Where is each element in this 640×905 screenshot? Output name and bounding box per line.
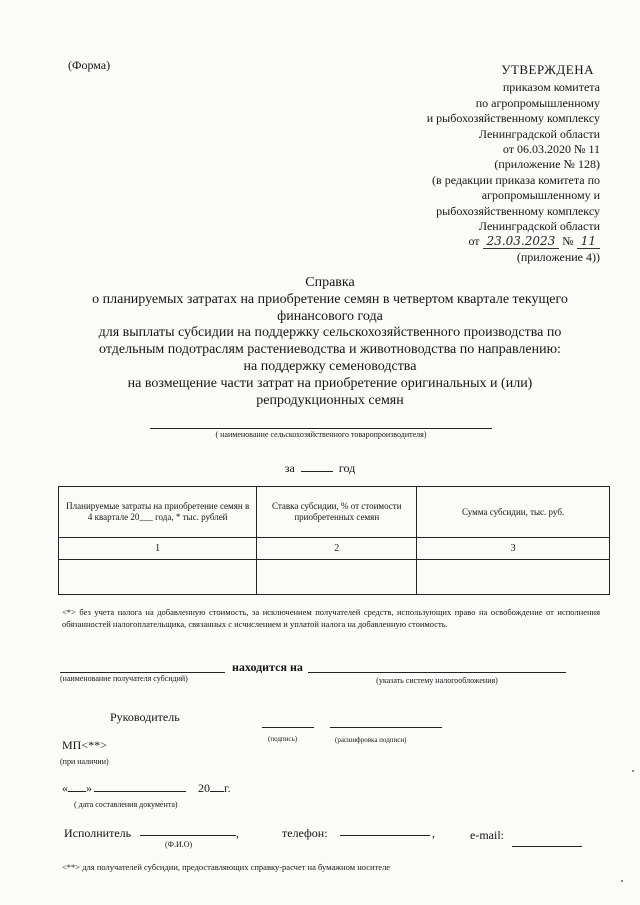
year-suffix: г. [224,781,231,795]
approval-line: Ленинградской области [478,219,600,234]
email-line [512,846,582,847]
date-row [62,781,231,796]
recipient-caption: (наименование получателя субсидий) [60,674,188,683]
approval-line: агропромышленному и [481,188,600,203]
producer-name-line [150,428,492,429]
approval-line: и рыбохозяйственному комплексу [426,111,600,126]
phone-label: телефон: [282,826,328,840]
executor-label: Исполнитель [64,826,132,840]
approval-line: (в редакции приказа комитета по [432,172,600,187]
table-number-row [59,538,610,560]
title-line: на поддержку семеноводства [243,358,417,374]
signature-caption: (подпись) [268,735,298,743]
table-cell [417,560,610,595]
tax-system-caption: (указать систему налогообложения) [376,676,498,685]
year-blank [301,461,333,472]
signature-line [262,727,314,728]
approval-line: приказом комитета [502,80,600,95]
scan-speck [632,770,634,772]
form-label: (Форма) [68,58,111,72]
table-row [59,560,610,595]
title-line: о планируемых затратах на приобретение семян в четвертом квартале текущего [92,291,568,307]
signature-decoding-caption: (расшифровка подписи) [335,736,407,744]
title-line: для выплаты субсидии на поддержку сельскохозяйственного производства по [98,325,562,341]
column-number: 2 [257,538,417,560]
stamp-place-label: МП<**> [62,738,107,752]
year-prefix: 20 [198,781,210,795]
footnote-vat: <*> без учета налога на добавленную стоимость, за исключением получателей средств, использующих право на освобождение от исполнения обязанностей налогоплательщика, связанных с исчислением и уплатой налога на добавленную стоимость. [62,607,600,629]
stamp-note: (при наличии) [60,757,109,766]
date-close-quote: » [86,781,92,795]
approval-line: от 06.03.2020 № 11 [502,142,600,157]
approval-line: (приложение № 128) [494,157,600,172]
scan-speck [621,880,623,882]
title-line: репродукционных семян [256,392,404,408]
day-blank [68,781,86,792]
approval-line: Ленинградской области [478,126,600,141]
table-cell [59,560,257,595]
table-header-row [59,487,610,538]
tax-system-line [308,672,566,673]
header-subsidy-sum: Сумма субсидии, тыс. руб. [417,487,610,538]
date-open-quote: « [62,781,68,795]
title-line: на возмещение части затрат на приобретение оригинальных и (или) [127,375,533,391]
executor-comma: , [236,826,239,840]
edition-date-handwritten: 23.03.2023 [483,234,560,249]
subsidy-table [58,486,610,595]
edition-line [320,234,600,249]
recipient-name-line [60,672,225,673]
located-text: находится на [232,660,303,674]
header-subsidy-rate: Ставка субсидии, % от стоимости приобретенных семян [257,487,417,538]
producer-caption: ( наименование сельскохозяйственного товаропроизводителя) [215,430,427,439]
year-row [0,461,640,476]
year-suffix: год [338,461,356,475]
table-cell [257,560,417,595]
phone-line [340,835,430,836]
phone-comma: , [432,826,435,840]
email-label: e-mail: [470,828,504,842]
executor-name-line [140,835,236,836]
month-blank [94,781,186,792]
edition-number-label: № [562,234,574,249]
edition-number-handwritten: 11 [577,234,600,249]
column-number: 3 [417,538,610,560]
executor-caption: (Ф.И.О) [165,840,193,849]
header-planned-costs: Планируемые затраты на приобретение семян в 4 квартале 20___ года, * тыс. рублей [59,487,257,538]
title-line: финансового года [277,308,383,324]
approval-line: рыбохозяйственному комплексу [436,203,600,218]
head-label: Руководитель [110,710,180,724]
approval-line: (приложение 4)) [516,249,600,264]
signature-decoding-line [330,727,442,728]
date-caption: ( дата составления документа) [74,800,178,809]
approval-heading: УТВЕРЖДЕНА [501,62,594,77]
edition-prefix: от [468,234,480,249]
year-blank [210,781,224,792]
approval-block [320,62,600,265]
title-line: Справка [305,275,355,290]
year-prefix: за [284,461,295,475]
footnote-paper: <**> для получателей субсидии, предоставляющих справку-расчет на бумажном носителе [62,862,391,872]
column-number: 1 [59,538,257,560]
document-title [40,275,620,409]
title-line: отдельным подотраслям растениеводства и животноводства по направлению: [99,342,561,358]
approval-line: по агропромышленному [475,95,600,110]
